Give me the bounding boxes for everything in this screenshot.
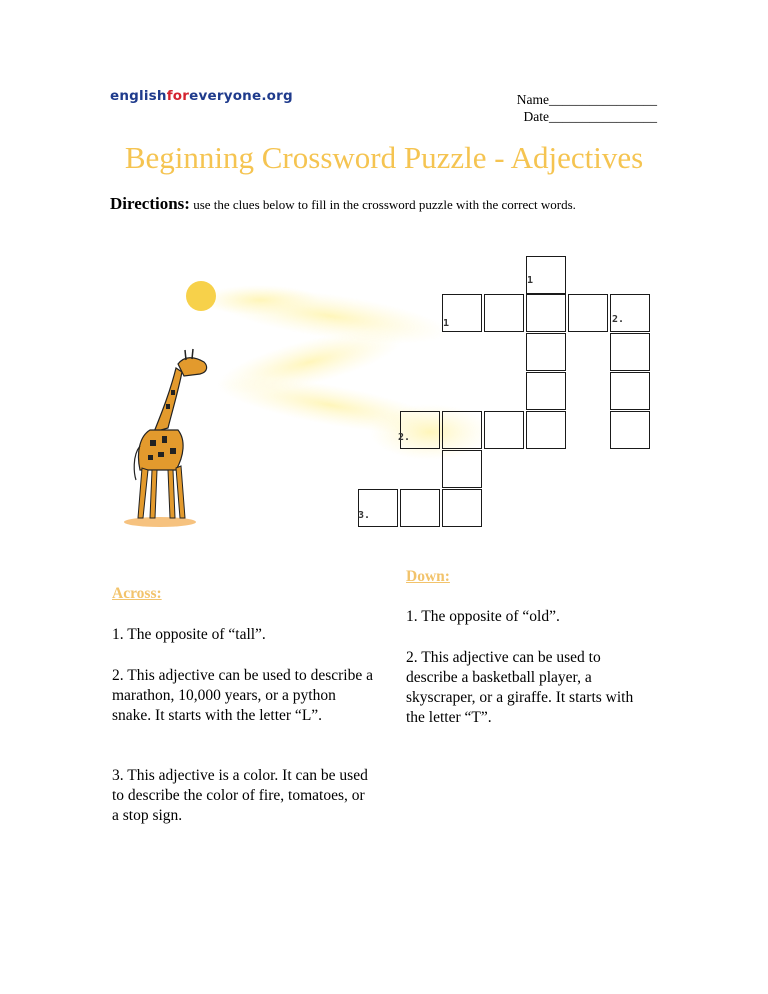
across-heading: Across: bbox=[112, 585, 162, 602]
logo-part-everyone: everyone.org bbox=[189, 88, 293, 104]
crossword-cell[interactable] bbox=[610, 333, 650, 371]
crossword-cell[interactable] bbox=[568, 294, 608, 332]
date-field: Date________________ bbox=[523, 109, 657, 124]
crossword-cell[interactable] bbox=[484, 411, 524, 449]
clue-number-across-1: 1 bbox=[443, 318, 450, 329]
down-clue-2: 2. This adjective can be used to describe a basketball player, a skyscraper, or a giraffe. It starts with the letter “T”. bbox=[406, 649, 634, 726]
crossword-cell[interactable] bbox=[484, 294, 524, 332]
clue-number-across-2: 2. bbox=[398, 432, 411, 443]
giraffe-icon bbox=[124, 349, 207, 527]
clue-number-down-1: 1 bbox=[527, 275, 534, 286]
crossword-cell[interactable] bbox=[442, 411, 482, 449]
across-clue-2: 2. This adjective can be used to describe a marathon, 10,000 years, or a python snake. It starts with the letter “L”. bbox=[112, 667, 373, 724]
name-field: Name________________ bbox=[516, 92, 657, 107]
directions-label: Directions: bbox=[110, 194, 190, 213]
clue-number-across-3: 3. bbox=[358, 510, 371, 521]
crossword-cell[interactable] bbox=[526, 333, 566, 371]
crossword-cell[interactable] bbox=[442, 450, 482, 488]
crossword-cell[interactable] bbox=[400, 411, 440, 449]
crossword-cell[interactable] bbox=[358, 489, 398, 527]
crossword-cell[interactable] bbox=[610, 294, 650, 332]
across-clue-1: 1. The opposite of “tall”. bbox=[112, 626, 266, 643]
down-clue-1: 1. The opposite of “old”. bbox=[406, 608, 560, 625]
crossword-cell[interactable] bbox=[526, 411, 566, 449]
down-heading: Down: bbox=[406, 568, 450, 585]
crossword-cell[interactable] bbox=[610, 372, 650, 410]
logo-part-for: for bbox=[166, 88, 190, 104]
page-title: Beginning Crossword Puzzle - Adjectives bbox=[124, 140, 644, 175]
crossword-cell[interactable] bbox=[526, 372, 566, 410]
crossword-cell[interactable] bbox=[400, 489, 440, 527]
crossword-cell[interactable] bbox=[610, 411, 650, 449]
sun-icon bbox=[186, 281, 216, 311]
across-clue-3: 3. This adjective is a color. It can be used to describe the color of fire, tomatoes, or a stop sign. bbox=[112, 767, 368, 824]
clue-number-down-2: 2. bbox=[612, 314, 625, 325]
directions-text: use the clues below to fill in the crossword puzzle with the correct words. bbox=[193, 197, 576, 212]
logo-part-english: english bbox=[110, 88, 167, 104]
crossword-cell[interactable] bbox=[526, 294, 566, 332]
crossword-cell[interactable] bbox=[442, 489, 482, 527]
